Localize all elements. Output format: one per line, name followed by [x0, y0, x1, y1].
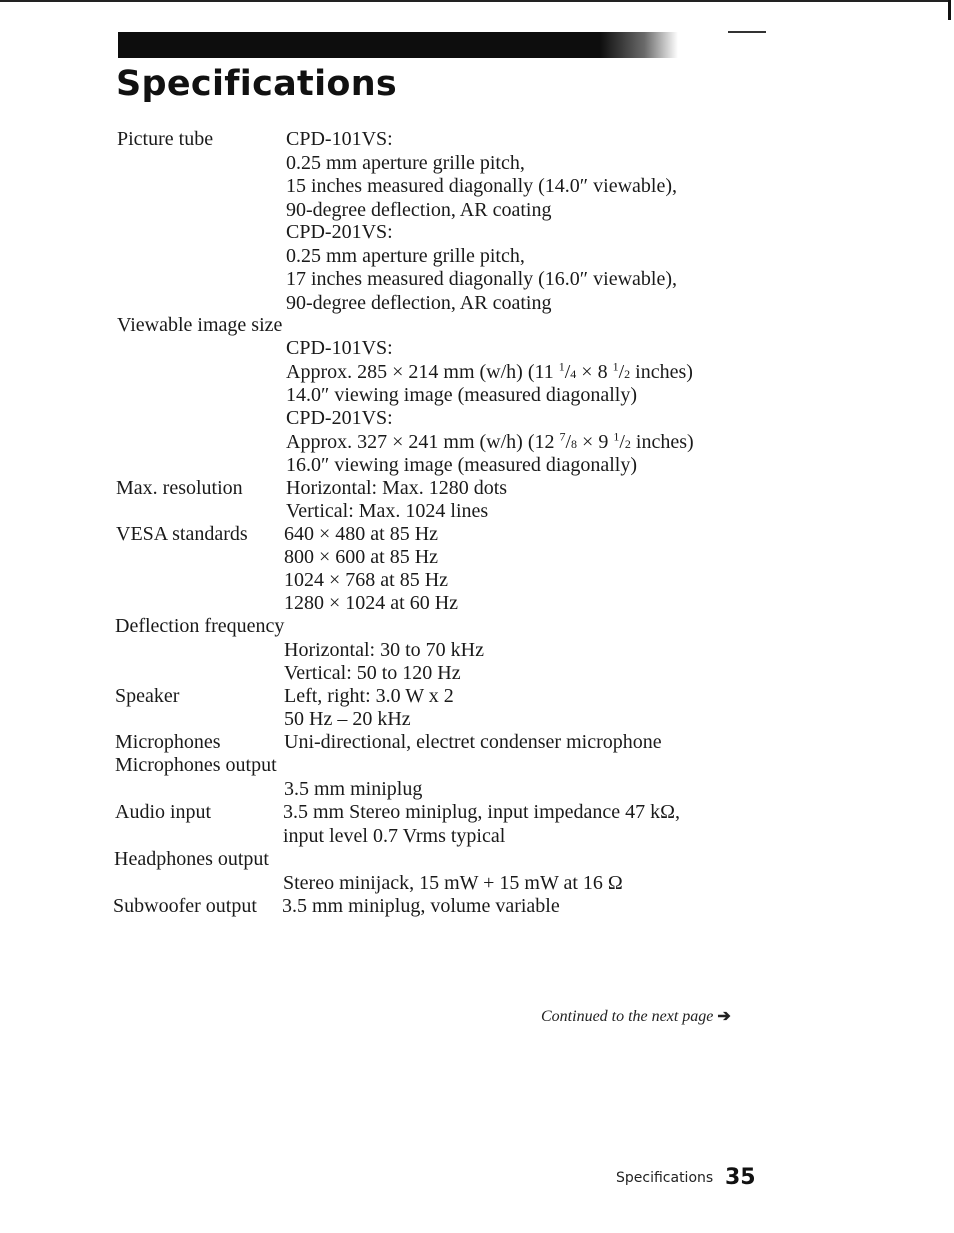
- arrow-right-icon: ➔: [717, 1008, 731, 1025]
- spec-label-deflection-frequency: Deflection frequency: [115, 615, 285, 637]
- spec-value: Uni-directional, electret condenser microphone: [284, 731, 662, 753]
- spec-label-speaker: Speaker: [115, 685, 180, 707]
- spec-value: 17 inches measured diagonally (16.0″ viewable),: [286, 268, 677, 290]
- spec-value: 1024 × 768 at 85 Hz: [284, 569, 449, 591]
- spec-value: 3.5 mm Stereo miniplug, input impedance 47 kΩ,: [283, 801, 681, 823]
- spec-label-microphones: Microphones: [115, 731, 221, 753]
- spec-value: 0.25 mm aperture grille pitch,: [286, 152, 525, 174]
- spec-value: Approx. 327 × 241 mm (w/h) (12 $^7$/8 × 9 $^1$/2 inches): [286, 429, 694, 453]
- spec-value: CPD-101VS:: [286, 128, 393, 150]
- spec-value: CPD-101VS:: [286, 337, 393, 359]
- spec-value: Horizontal: Max. 1280 dots: [286, 477, 508, 499]
- spec-value: 90-degree deflection, AR coating: [286, 292, 552, 314]
- spec-label-vesa-standards: VESA standards: [116, 523, 248, 545]
- spec-value: Approx. 285 × 214 mm (w/h) (11 $^1$/4 × 8 $^1$/2 inches): [286, 359, 693, 383]
- spec-value: Left, right: 3.0 W x 2: [284, 685, 454, 707]
- spec-label-headphones-output: Headphones output: [114, 848, 269, 870]
- spec-value: CPD-201VS:: [286, 407, 393, 429]
- spec-label-microphones-output: Microphones output: [115, 754, 277, 776]
- continued-text: Continued to the next page: [541, 1008, 714, 1025]
- spec-value: 3.5 mm miniplug: [284, 778, 423, 800]
- spec-value: 0.25 mm aperture grille pitch,: [286, 245, 525, 267]
- spec-value: Stereo minijack, 15 mW + 15 mW at 16 Ω: [283, 872, 623, 894]
- spec-value: 50 Hz – 20 kHz: [284, 708, 411, 730]
- spec-value: 16.0″ viewing image (measured diagonally): [286, 454, 638, 476]
- spec-value: 800 × 600 at 85 Hz: [284, 546, 439, 568]
- spec-value: 640 × 480 at 85 Hz: [284, 523, 439, 545]
- spec-value: input level 0.7 Vrms typical: [283, 825, 506, 847]
- spec-label-picture-tube: Picture tube: [117, 128, 214, 150]
- page-title: Specifications: [116, 64, 398, 104]
- spec-value: 15 inches measured diagonally (14.0″ viewable),: [286, 175, 677, 197]
- spec-label-viewable-image-size: Viewable image size: [117, 314, 283, 336]
- spec-value: 90-degree deflection, AR coating: [286, 199, 552, 221]
- spec-value: 14.0″ viewing image (measured diagonally): [286, 384, 638, 406]
- footer-section-label: Specifications: [616, 1170, 714, 1186]
- continued-note: [541, 1006, 731, 1026]
- spec-value: Horizontal: 30 to 70 kHz: [284, 639, 484, 661]
- spec-value: 1280 × 1024 at 60 Hz: [284, 592, 459, 614]
- spec-label-subwoofer-output: Subwoofer output: [113, 895, 257, 917]
- spec-value: Vertical: 50 to 120 Hz: [284, 662, 461, 684]
- spec-label-audio-input: Audio input: [115, 801, 212, 823]
- spec-value: Vertical: Max. 1024 lines: [286, 500, 489, 522]
- spec-value: CPD-201VS:: [286, 221, 393, 243]
- spec-value: 3.5 mm miniplug, volume variable: [282, 895, 560, 917]
- page-number: 35: [725, 1165, 756, 1190]
- spec-label-max-resolution: Max. resolution: [116, 477, 243, 499]
